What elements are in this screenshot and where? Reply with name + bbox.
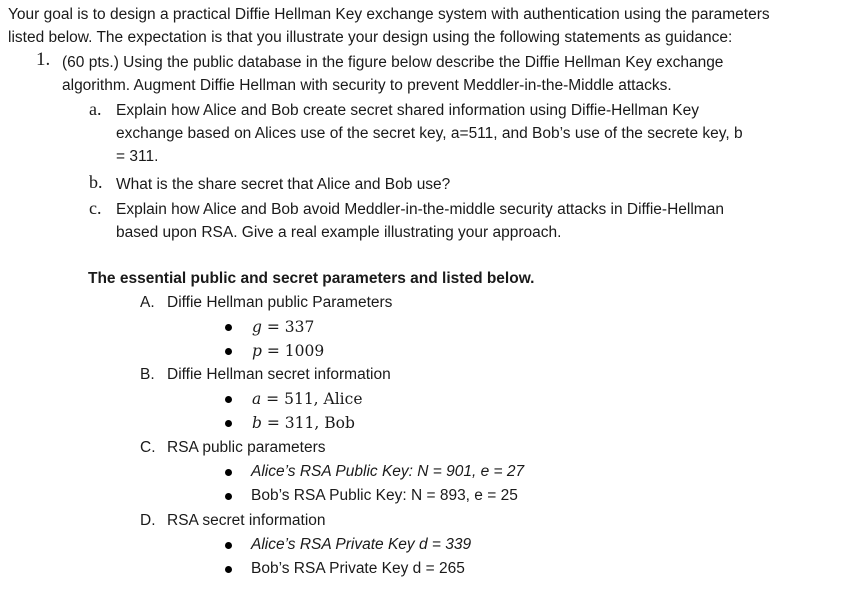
intro-line-1: Your goal is to design a practical Diffie Hellman Key exchange system with authentication using the parameters bbox=[8, 6, 770, 23]
bullet-icon bbox=[225, 566, 232, 573]
bullet-icon bbox=[225, 324, 232, 331]
bullet-icon bbox=[225, 396, 232, 403]
section-b-title: Diffie Hellman secret information bbox=[167, 366, 391, 383]
section-c-letter: C. bbox=[140, 439, 156, 456]
bullet-icon bbox=[225, 493, 232, 500]
alice-rsa-private-key: Alice’s RSA Private Key d = 339 bbox=[251, 536, 472, 553]
param-p: p = 1009 bbox=[252, 342, 325, 360]
section-a-title: Diffie Hellman public Parameters bbox=[167, 294, 393, 311]
bob-rsa-private-key: Bob’s RSA Private Key d = 265 bbox=[251, 560, 465, 577]
alice-rsa-public-key: Alice’s RSA Public Key: N = 901, e = 27 bbox=[251, 463, 525, 480]
question-line-1: (60 pts.) Using the public database in the figure below describe the Diffie Hellman Key exchange bbox=[62, 54, 724, 71]
part-b-line-1: What is the share secret that Alice and Bob use? bbox=[116, 176, 451, 193]
section-b-letter: B. bbox=[140, 366, 155, 383]
intro-line-2: listed below. The expectation is that you illustrate your design using the following statements as guidance: bbox=[8, 29, 733, 46]
question-number: 1. bbox=[36, 49, 51, 70]
part-a-line-2: exchange based on Alices use of the secret key, a=511, and Bob’s use of the secrete key, b bbox=[116, 125, 743, 142]
bullet-icon bbox=[225, 348, 232, 355]
bullet-icon bbox=[225, 469, 232, 476]
section-d-letter: D. bbox=[140, 512, 156, 529]
part-a-line-1: Explain how Alice and Bob create secret shared information using Diffie-Hellman Key bbox=[116, 102, 699, 119]
part-c-line-2: based upon RSA. Give a real example illustrating your approach. bbox=[116, 224, 562, 241]
section-a-letter: A. bbox=[140, 294, 155, 311]
params-heading: The essential public and secret parameters and listed below. bbox=[88, 270, 535, 287]
bullet-icon bbox=[225, 542, 232, 549]
bullet-icon bbox=[225, 420, 232, 427]
param-g: g = 337 bbox=[252, 318, 315, 336]
question-line-2: algorithm. Augment Diffie Hellman with security to prevent Meddler-in-the-Middle attacks. bbox=[62, 77, 672, 94]
section-d-title: RSA secret information bbox=[167, 512, 326, 529]
part-c-line-1: Explain how Alice and Bob avoid Meddler-in-the-middle security attacks in Diffie-Hellman bbox=[116, 201, 724, 218]
part-a-line-3: = 311. bbox=[116, 148, 159, 165]
bob-rsa-public-key: Bob’s RSA Public Key: N = 893, e = 25 bbox=[251, 487, 518, 504]
param-a: a = 511, Alice bbox=[252, 390, 363, 408]
part-b-letter: b. bbox=[89, 172, 103, 192]
part-a-letter: a. bbox=[89, 99, 102, 119]
part-c-letter: c. bbox=[89, 198, 102, 218]
param-b: b = 311, Bob bbox=[252, 414, 355, 432]
section-c-title: RSA public parameters bbox=[167, 439, 326, 456]
